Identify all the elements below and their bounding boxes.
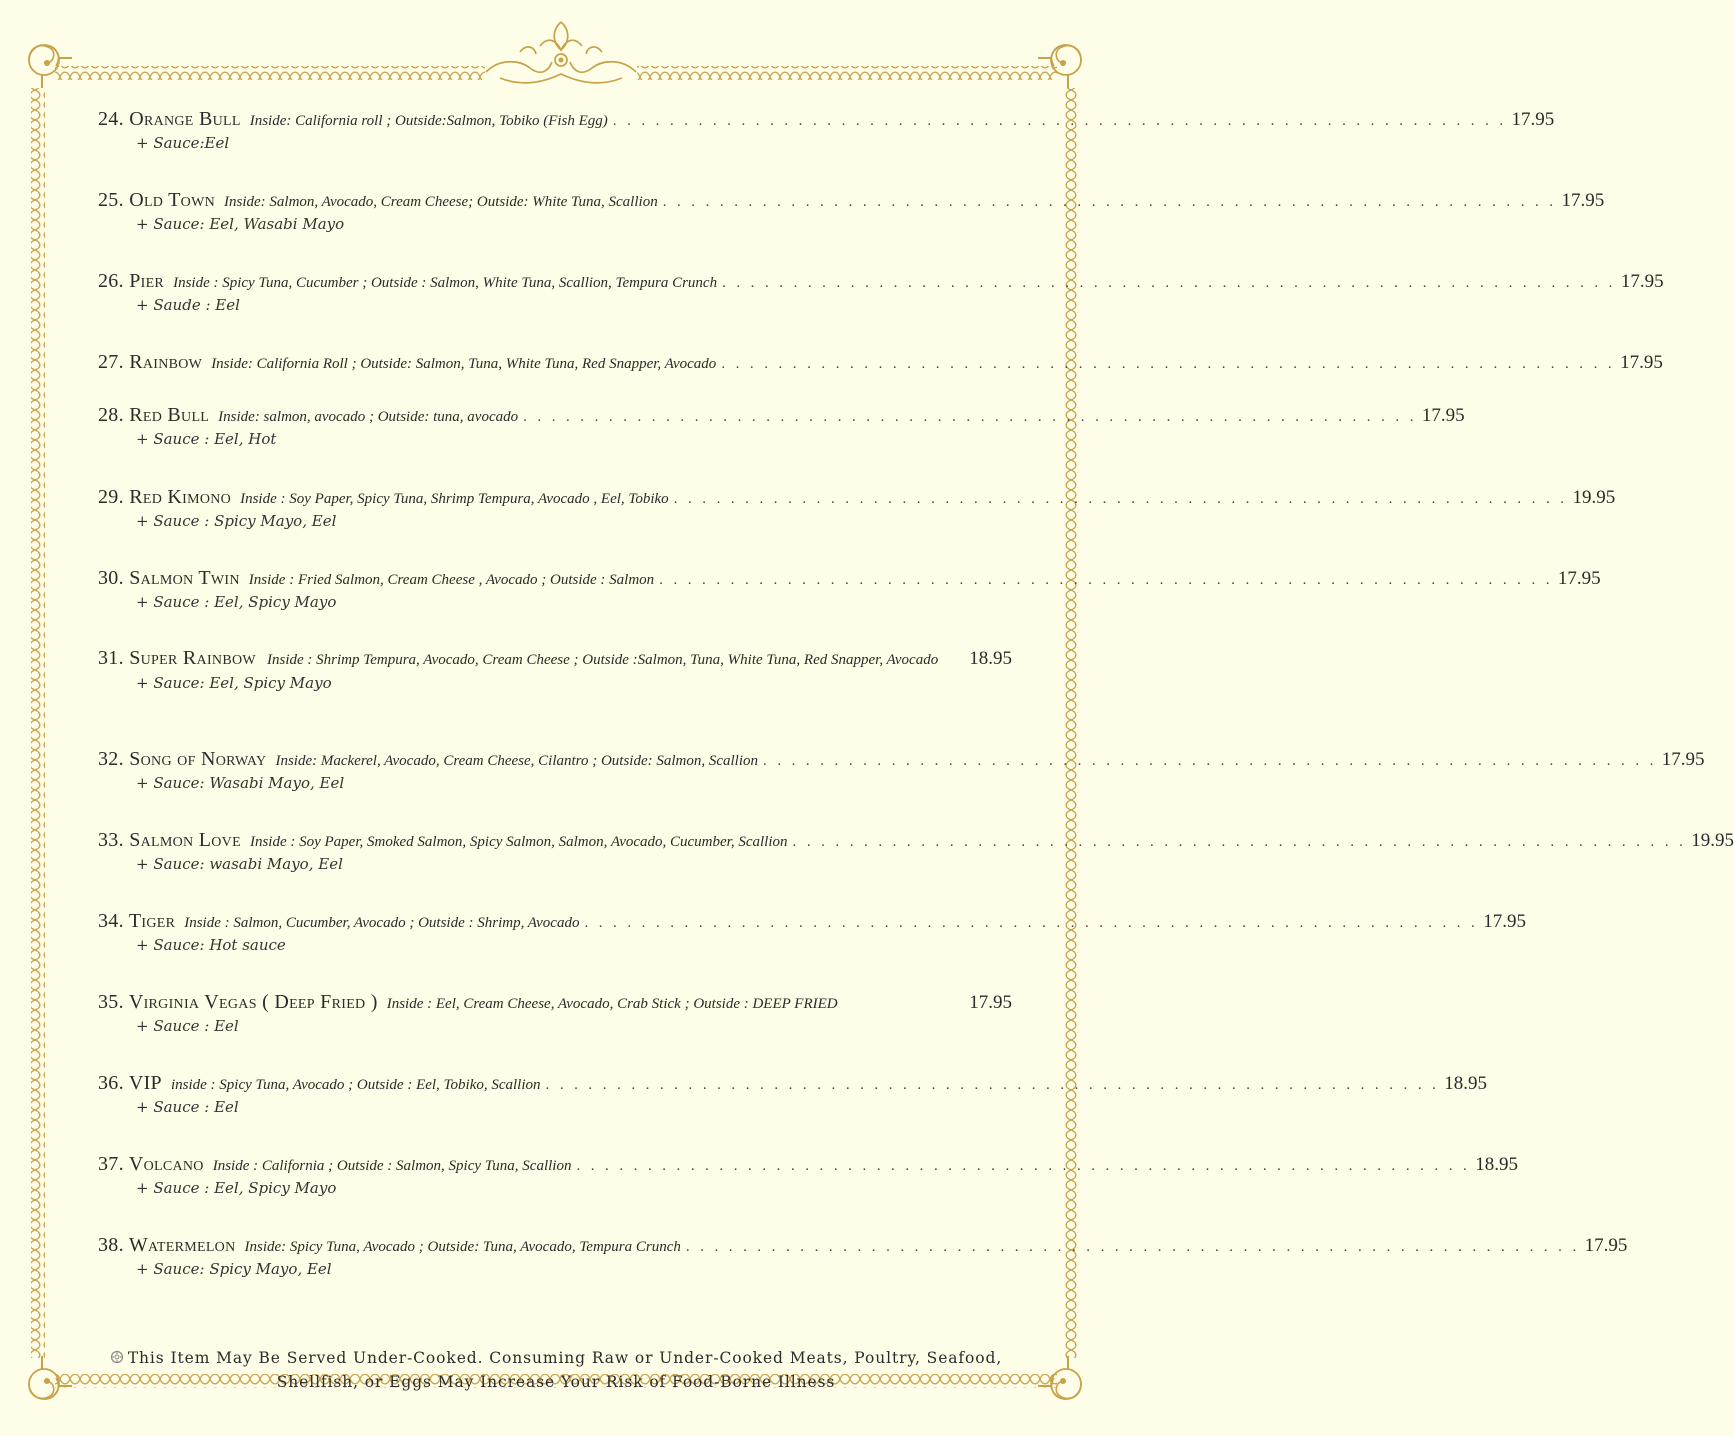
item-name: 34. Tiger (98, 910, 176, 932)
item-price: 18.95 (969, 648, 1012, 669)
item-description: Inside: salmon, avocado ; Outside: tuna, avocado (218, 409, 519, 425)
item-sauce: + Sauce: Hot sauce (136, 936, 286, 954)
disclaimer-line-2: Shellfish, or Eggs May Increase Your Risk of Food-Borne Illness (276, 1373, 836, 1391)
item-price: 17.95 (1661, 749, 1705, 770)
dot-leader: . . . . . . . . . . . . . . . . . . . . . . . . . . . . . . . . . . . . . . . . . . . . . . . . . . . . . . . . . . . . . . . (792, 834, 1687, 850)
menu-item (98, 991, 1012, 1035)
item-sauce: + Sauce : Eel, Spicy Mayo (136, 593, 337, 611)
item-sauce: + Sauce:Eel (136, 134, 230, 152)
item-sauce: + Sauce: Wasabi Mayo, Eel (136, 774, 345, 792)
item-name: 33. Salmon Love (98, 829, 241, 851)
item-sauce: + Sauce: wasabi Mayo, Eel (136, 855, 343, 873)
item-name: 31. Super Rainbow (98, 647, 256, 669)
item-name: 30. Salmon Twin (98, 567, 240, 589)
menu-item (98, 567, 1601, 611)
menu-item (98, 270, 1664, 314)
item-name: 36. VIP (98, 1072, 162, 1094)
menu-item (98, 1234, 1628, 1278)
menu-item (98, 404, 1465, 448)
item-sauce: + Sauce : Eel, Hot (136, 430, 277, 448)
item-name: 38. Watermelon (98, 1234, 236, 1256)
dot-leader: . . . . . . . . . . . . . . . . . . . . . . . . . . . . . . . . . . . . . . . . . . . . . . . . . . . . . . . . . . . . . . . (685, 1239, 1580, 1255)
item-price: 19.95 (1572, 487, 1616, 508)
item-description: Inside : Fried Salmon, Cream Cheese , Avocado ; Outside : Salmon (248, 572, 655, 588)
dot-leader: . . . . . . . . . . . . . . . . . . . . . . . . . . . . . . . . . . . . . . . . . . . . . . . . . . . . . . . . . . . . . . . (721, 356, 1616, 372)
item-name: 27. Rainbow (98, 351, 203, 373)
item-sauce: + Sauce : Spicy Mayo, Eel (136, 512, 337, 530)
dot-leader: . . . . . . . . . . . . . . . . . . . . . . . . . . . . . . . . . . . . . . . . . . . . . . . . . . . . . . . . . . . . . . . (673, 491, 1568, 507)
item-description: Inside : Salmon, Cucumber, Avocado ; Outside : Shrimp, Avocado (184, 915, 580, 931)
item-description: Inside : Eel, Cream Cheese, Avocado, Crab Stick ; Outside : DEEP FRIED (386, 996, 838, 1012)
menu-item (98, 189, 1605, 233)
item-sauce: + Sauce: Eel, Wasabi Mayo (136, 215, 345, 233)
item-price: 19.95 (1691, 830, 1734, 851)
item-price: 17.95 (969, 992, 1012, 1013)
item-description: Inside: California Roll ; Outside: Salmon, Tuna, White Tuna, Red Snapper, Avocado (211, 356, 717, 372)
item-description: inside : Spicy Tuna, Avocado ; Outside : Eel, Tobiko, Scallion (170, 1077, 541, 1093)
item-description: Inside : Spicy Tuna, Cucumber ; Outside : Salmon, White Tuna, Scallion, Tempura Crunch (173, 275, 718, 291)
menu-item (98, 648, 1012, 692)
item-price: 17.95 (1620, 271, 1664, 292)
item-description: Inside : Soy Paper, Smoked Salmon, Spicy Salmon, Salmon, Avocado, Cucumber, Scallion (249, 834, 788, 850)
item-price: 17.95 (1483, 911, 1526, 932)
menu-item (98, 486, 1616, 530)
dot-leader: . . . . . . . . . . . . . . . . . . . . . . . . . . . . . . . . . . . . . . . . . . . . . . . . . . . . . . . . . . . . . . . (722, 275, 1616, 291)
dot-leader: . . . . . . . . . . . . . . . . . . . . . . . . . . . . . . . . . . . . . . . . . . . . . . . . . . . . . . . . . . . . . . . (612, 113, 1507, 129)
item-description: Inside: Spicy Tuna, Avocado ; Outside: Tuna, Avocado, Tempura Crunch (244, 1239, 681, 1255)
item-name: 37. Volcano (98, 1153, 204, 1175)
item-name: 24. Orange Bull (98, 108, 241, 130)
dot-leader: . . . . . . . . . . . . . . . . . . . . . . . . . . . . . . . . . . . . . . . . . . . . . . . . . . . . . . . . . . . . . . . (545, 1077, 1440, 1093)
menu-item (98, 748, 1705, 792)
item-description: Inside : California ; Outside : Salmon, Spicy Tuna, Scallion (212, 1158, 572, 1174)
item-sauce: + Sauce : Eel (136, 1017, 239, 1035)
item-price: 17.95 (1561, 190, 1605, 211)
undercooked-disclaimer (96, 1346, 1016, 1394)
menu-item (98, 910, 1526, 954)
item-sauce: + Saude : Eel (136, 296, 240, 314)
item-description: Inside: Salmon, Avocado, Cream Cheese; Outside: White Tuna, Scallion (224, 194, 658, 210)
item-price: 17.95 (1511, 109, 1555, 130)
menu-item (98, 108, 1555, 152)
dot-leader: . . . . . . . . . . . . . . . . . . . . . . . . . . . . . . . . . . . . . . . . . . . . . . . . . . . . . . . . . . . . . . . (576, 1158, 1471, 1174)
undercooked-warning-icon (110, 1350, 124, 1364)
item-name: 26. Pier (98, 270, 165, 292)
disclaimer-line-1: This Item May Be Served Under-Cooked. Consuming Raw or Under-Cooked Meats, Poultry, Seafood, (127, 1349, 1003, 1367)
item-name: 25. Old Town (98, 189, 215, 211)
item-description: Inside : Shrimp Tempura, Avocado, Cream Cheese ; Outside :Salmon, Tuna, White Tuna, Red Snapper, Avocado (267, 652, 939, 668)
item-price: 17.95 (1421, 405, 1465, 426)
item-name: 32. Song of Norway (98, 748, 267, 770)
dot-leader: . . . . . . . . . . . . . . . . . . . . . . . . . . . . . . . . . . . . . . . . . . . . . . . . . . . . . . . . . . . . . . . (584, 915, 1479, 931)
item-name: 35. Virginia Vegas ( Deep Fried ) (98, 991, 378, 1013)
dot-leader: . . . . . . . . . . . . . . . . . . . . . . . . . . . . . . . . . . . . . . . . . . . . . . . . . . . . . . . . . . . . . . . (523, 409, 1417, 425)
menu-item (98, 1072, 1488, 1116)
item-name: 29. Red Kimono (98, 486, 232, 508)
item-price: 18.95 (1475, 1154, 1518, 1175)
menu-item (98, 351, 1663, 374)
dot-leader: . . . . . . . . . . . . . . . . . . . . . . . . . . . . . . . . . . . . . . . . . . . . . . . . . . . . . . . . . . . . . . . (659, 572, 1553, 588)
item-sauce: + Sauce: Spicy Mayo, Eel (136, 1260, 332, 1278)
menu-item (98, 829, 1734, 873)
item-price: 17.95 (1584, 1235, 1628, 1256)
item-description: Inside: California roll ; Outside:Salmon, Tobiko (Fish Egg) (249, 113, 608, 129)
item-sauce: + Sauce: Eel, Spicy Mayo (136, 674, 332, 692)
menu-item (98, 1153, 1518, 1197)
dot-leader: . . . . . . . . . . . . . . . . . . . . . . . . . . . . . . . . . . . . . . . . . . . . . . . . . . . . . . . . . . . . . . . (662, 194, 1557, 210)
item-sauce: + Sauce : Eel, Spicy Mayo (136, 1179, 337, 1197)
item-price: 17.95 (1620, 352, 1663, 373)
item-price: 17.95 (1557, 568, 1601, 589)
item-price: 18.95 (1444, 1073, 1488, 1094)
item-description: Inside: Mackerel, Avocado, Cream Cheese, Cilantro ; Outside: Salmon, Scallion (275, 753, 759, 769)
item-sauce: + Sauce : Eel (136, 1098, 239, 1116)
item-name: 28. Red Bull (98, 404, 210, 426)
dot-leader: . . . . . . . . . . . . . . . . . . . . . . . . . . . . . . . . . . . . . . . . . . . . . . . . . . . . . . . . . . . . . . . (763, 753, 1657, 769)
item-description: Inside : Soy Paper, Spicy Tuna, Shrimp Tempura, Avocado , Eel, Tobiko (240, 491, 669, 507)
